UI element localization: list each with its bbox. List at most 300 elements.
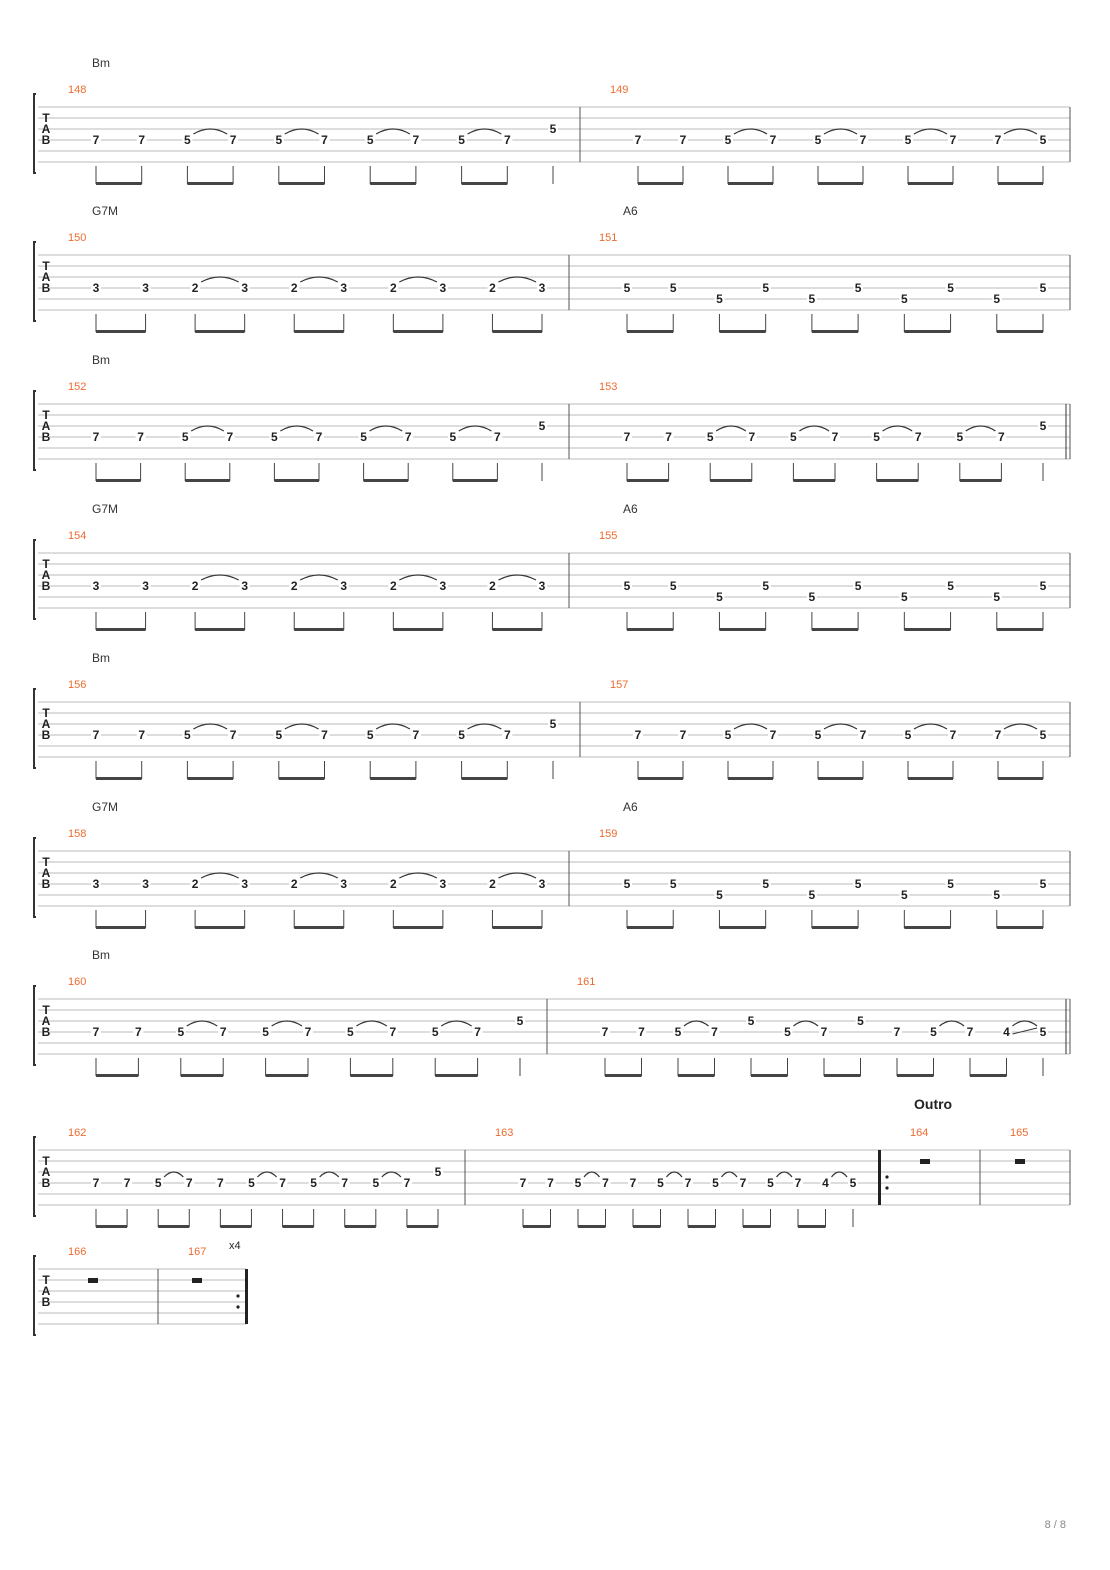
note-beam (283, 1225, 314, 1228)
system-bracket (34, 540, 36, 619)
chord-symbol: G7M (92, 800, 119, 814)
fret-number: 5 (549, 717, 557, 731)
system-bracket (34, 1137, 36, 1216)
fret-number: 7 (92, 728, 100, 742)
fret-number: 5 (904, 728, 912, 742)
tab-clef-letter: B (41, 1295, 51, 1309)
note-beam (370, 777, 416, 780)
tie-arc (399, 873, 437, 878)
fret-number: 3 (538, 579, 546, 593)
chord-symbol: A6 (623, 204, 638, 218)
fret-number: 7 (503, 728, 511, 742)
measure-number: 154 (68, 530, 87, 542)
repeat-dot (885, 1186, 888, 1189)
note-beam (688, 1225, 716, 1228)
tab-clef-letter: B (41, 728, 51, 742)
fret-number: 3 (241, 579, 249, 593)
note-beam (453, 479, 498, 482)
measure-number: 157 (610, 679, 629, 691)
measure-number: 153 (599, 381, 618, 393)
tie-arc (300, 277, 338, 282)
measure-number: 163 (495, 1127, 514, 1139)
tie-arc (716, 426, 746, 431)
note-beam (523, 1225, 551, 1228)
fret-number: 5 (747, 1014, 755, 1028)
tab-clef-letter: T (42, 1003, 50, 1017)
tie-arc (914, 724, 947, 729)
fret-number: 2 (290, 281, 298, 295)
tie-arc (734, 724, 767, 729)
note-beam (279, 777, 325, 780)
fret-number: 5 (849, 1176, 857, 1190)
note-beam (274, 479, 319, 482)
fret-number: 3 (439, 281, 447, 295)
tab-clef-letter: T (42, 1273, 50, 1287)
tie-arc (187, 1021, 217, 1026)
note-beam (970, 1074, 1007, 1077)
fret-number: 7 (137, 430, 144, 444)
fret-number: 7 (92, 1176, 100, 1190)
fret-number: 7 (304, 1025, 312, 1039)
note-beam (407, 1225, 438, 1228)
note-beam (812, 926, 858, 929)
fret-number: 7 (321, 133, 328, 147)
tie-arc (382, 1172, 401, 1177)
whole-rest (192, 1278, 202, 1283)
fret-number: 7 (711, 1025, 718, 1039)
fret-number: 4 (1003, 1025, 1010, 1039)
fret-number: 7 (92, 430, 100, 444)
note-beam (997, 628, 1043, 631)
fret-number: 7 (92, 133, 100, 147)
fret-number: 7 (820, 1025, 828, 1039)
tie-arc (777, 1172, 793, 1177)
fret-number: 5 (347, 1025, 354, 1039)
fret-number: 7 (503, 133, 511, 147)
fret-number: 5 (814, 133, 822, 147)
fret-number: 2 (191, 281, 199, 295)
fret-number: 7 (794, 1176, 802, 1190)
tie-arc (320, 1172, 339, 1177)
note-beam (462, 182, 508, 185)
note-beam (393, 330, 443, 333)
tab-clef-letter: A (41, 568, 51, 582)
tie-arc (201, 277, 239, 282)
fret-number: 5 (900, 888, 908, 902)
measure-number: 152 (68, 381, 87, 393)
fret-number: 3 (241, 877, 249, 891)
tie-arc (193, 724, 227, 729)
note-beam (812, 330, 858, 333)
fret-number: 7 (219, 1025, 227, 1039)
note-beam (96, 926, 146, 929)
tie-arc (280, 426, 313, 431)
tie-arc (684, 1021, 709, 1026)
fret-number: 5 (808, 292, 816, 306)
note-beam (364, 479, 409, 482)
fret-number: 5 (1039, 281, 1047, 295)
measure-number: 159 (599, 828, 618, 840)
fret-number: 5 (1039, 728, 1047, 742)
measure-number: 148 (68, 84, 87, 96)
repeat-dot (236, 1294, 239, 1297)
tie-arc (832, 1172, 848, 1177)
fret-number: 5 (854, 877, 862, 891)
system-bracket (34, 986, 36, 1065)
fret-number: 5 (449, 430, 457, 444)
note-beam (96, 182, 142, 185)
fret-number: 7 (474, 1025, 481, 1039)
note-beam (492, 330, 542, 333)
fret-number: 7 (217, 1176, 224, 1190)
note-beam (719, 330, 765, 333)
fret-number: 5 (360, 430, 367, 444)
fret-number: 5 (431, 1025, 439, 1039)
fret-number: 2 (191, 579, 199, 593)
fret-number: 5 (248, 1176, 255, 1190)
tie-arc (667, 1172, 683, 1177)
fret-number: 5 (674, 1025, 682, 1039)
tie-arc (257, 1172, 276, 1177)
fret-number: 5 (623, 579, 631, 593)
note-beam (678, 1074, 715, 1077)
note-beam (266, 1074, 308, 1077)
fret-number: 7 (634, 133, 642, 147)
fret-number: 7 (966, 1025, 974, 1039)
tab-clef-letter: B (41, 133, 51, 147)
fret-number: 7 (321, 728, 328, 742)
fret-number: 7 (389, 1025, 397, 1039)
fret-number: 2 (389, 877, 397, 891)
fret-number: 7 (998, 430, 1005, 444)
note-beam (350, 1074, 392, 1077)
fret-number: 5 (184, 728, 191, 742)
tab-clef-letter: A (41, 419, 51, 433)
fret-number: 5 (854, 579, 862, 593)
note-beam (627, 926, 673, 929)
fret-number: 7 (859, 133, 867, 147)
whole-rest (88, 1278, 98, 1283)
fret-number: 5 (271, 430, 278, 444)
fret-number: 5 (716, 888, 723, 902)
note-beam (904, 926, 950, 929)
fret-number: 3 (142, 579, 149, 593)
fret-number: 3 (241, 281, 249, 295)
note-beam (751, 1074, 788, 1077)
tab-clef-letter: T (42, 111, 50, 125)
fret-number: 5 (762, 579, 770, 593)
fret-number: 5 (657, 1176, 664, 1190)
chord-symbol: G7M (92, 204, 119, 218)
measure-number: 160 (68, 976, 87, 988)
note-beam (605, 1074, 642, 1077)
fret-number: 4 (822, 1176, 829, 1190)
fret-number: 7 (412, 728, 420, 742)
repeat-dot (236, 1305, 239, 1308)
note-beam (960, 479, 1002, 482)
whole-rest (1015, 1159, 1025, 1164)
tab-clef-letter: T (42, 259, 50, 273)
fret-number: 5 (275, 133, 283, 147)
fret-number: 7 (914, 430, 922, 444)
tie-arc (201, 575, 239, 580)
tie-arc (459, 426, 492, 431)
fret-number: 5 (458, 133, 465, 147)
tab-clef-letter: T (42, 1154, 50, 1168)
fret-number: 5 (808, 590, 816, 604)
note-beam (393, 628, 443, 631)
whole-rest (920, 1159, 930, 1164)
tie-arc (824, 724, 857, 729)
note-beam (728, 182, 773, 185)
fret-number: 5 (1039, 877, 1047, 891)
fret-number: 5 (181, 430, 189, 444)
measure-number: 156 (68, 679, 87, 691)
note-beam (908, 182, 953, 185)
note-beam (279, 182, 325, 185)
fret-number: 7 (341, 1176, 349, 1190)
measure-number: 166 (68, 1246, 87, 1258)
fret-number: 5 (724, 133, 732, 147)
note-beam (158, 1225, 189, 1228)
note-beam (195, 330, 245, 333)
fret-number: 2 (191, 877, 199, 891)
tab-clef-letter: B (41, 877, 51, 891)
note-beam (710, 479, 752, 482)
fret-number: 3 (340, 877, 348, 891)
note-beam (195, 926, 245, 929)
fret-number: 7 (601, 1025, 609, 1039)
note-beam (492, 628, 542, 631)
tie-arc (584, 1172, 600, 1177)
note-beam (793, 479, 835, 482)
fret-number: 5 (993, 292, 1001, 306)
chord-symbol: Bm (92, 651, 110, 665)
fret-number: 7 (634, 728, 642, 742)
fret-number: 3 (92, 877, 100, 891)
repeat-dot (885, 1175, 888, 1178)
measure-number: 167 (188, 1246, 207, 1258)
tie-arc (285, 724, 319, 729)
note-beam (96, 777, 142, 780)
tie-arc (824, 129, 857, 134)
fret-number: 7 (547, 1176, 554, 1190)
note-beam (719, 628, 765, 631)
note-beam (627, 330, 673, 333)
tie-arc (734, 129, 767, 134)
note-beam (435, 1074, 477, 1077)
tie-arc (799, 426, 829, 431)
fret-number: 3 (439, 579, 447, 593)
note-beam (818, 182, 863, 185)
fret-number: 5 (724, 728, 732, 742)
fret-number: 5 (262, 1025, 269, 1039)
fret-number: 7 (893, 1025, 901, 1039)
fret-number: 5 (854, 281, 862, 295)
measure-number: 164 (910, 1127, 929, 1139)
note-beam (462, 777, 508, 780)
fret-number: 2 (389, 281, 397, 295)
fret-number: 5 (669, 877, 677, 891)
fret-number: 3 (439, 877, 447, 891)
note-beam (997, 926, 1043, 929)
note-beam (294, 330, 344, 333)
fret-number: 7 (949, 728, 957, 742)
tie-arc (193, 129, 227, 134)
fret-number: 5 (900, 292, 908, 306)
repeat-count: x4 (229, 1240, 241, 1252)
fret-number: 5 (716, 590, 723, 604)
fret-number: 3 (538, 281, 546, 295)
fret-number: 5 (669, 579, 677, 593)
tie-arc (399, 277, 437, 282)
fret-number: 7 (403, 1176, 411, 1190)
note-beam (195, 628, 245, 631)
fret-number: 3 (142, 281, 149, 295)
note-beam (96, 1074, 138, 1077)
fret-number: 7 (949, 133, 957, 147)
fret-number: 7 (229, 133, 237, 147)
note-beam (187, 777, 233, 780)
note-beam (638, 182, 683, 185)
fret-number: 2 (489, 281, 496, 295)
fret-number: 5 (947, 579, 954, 593)
tie-arc (285, 129, 319, 134)
fret-number: 7 (138, 728, 146, 742)
system-bracket (34, 1256, 36, 1335)
note-beam (627, 628, 673, 631)
tie-arc (794, 1021, 819, 1026)
tab-clef-letter: T (42, 706, 50, 720)
note-beam (719, 926, 765, 929)
note-beam (897, 1074, 934, 1077)
fret-number: 5 (184, 133, 191, 147)
fret-number: 3 (92, 579, 100, 593)
fret-number: 5 (623, 281, 631, 295)
fret-number: 7 (859, 728, 867, 742)
fret-number: 5 (275, 728, 283, 742)
chord-symbol: Bm (92, 56, 110, 70)
tab-clef-letter: B (41, 430, 51, 444)
fret-number: 5 (790, 430, 797, 444)
fret-number: 7 (679, 728, 687, 742)
note-beam (181, 1074, 223, 1077)
fret-number: 7 (769, 728, 777, 742)
tab-clef-letter: B (41, 1025, 51, 1039)
tie-arc (1013, 1021, 1038, 1026)
chord-symbol: A6 (623, 502, 638, 516)
fret-number: 5 (956, 430, 964, 444)
note-beam (908, 777, 953, 780)
measure-number: 162 (68, 1127, 87, 1139)
fret-number: 5 (762, 281, 770, 295)
note-beam (904, 330, 950, 333)
fret-number: 5 (947, 281, 954, 295)
fret-number: 5 (712, 1176, 719, 1190)
fret-number: 5 (669, 281, 677, 295)
tie-arc (468, 724, 502, 729)
measure-number: 150 (68, 232, 87, 244)
fret-number: 7 (315, 430, 323, 444)
fret-number: 7 (494, 430, 501, 444)
tie-arc (356, 1021, 386, 1026)
note-beam (812, 628, 858, 631)
chord-symbol: A6 (623, 800, 638, 814)
note-beam (187, 182, 233, 185)
fret-number: 5 (549, 122, 557, 136)
fret-number: 7 (831, 430, 839, 444)
tie-arc (300, 575, 338, 580)
fret-number: 3 (142, 877, 149, 891)
fret-number: 5 (574, 1176, 582, 1190)
fret-number: 7 (623, 430, 631, 444)
fret-number: 5 (366, 728, 374, 742)
tab-clef-letter: A (41, 1165, 51, 1179)
tie-arc (498, 277, 536, 282)
fret-number: 5 (993, 888, 1001, 902)
tab-clef-letter: B (41, 1176, 51, 1190)
fret-number: 7 (684, 1176, 692, 1190)
fret-number: 5 (900, 590, 908, 604)
chord-symbol: Bm (92, 353, 110, 367)
fret-number: 7 (185, 1176, 193, 1190)
tie-arc (376, 724, 410, 729)
fret-number: 5 (784, 1025, 791, 1039)
note-beam (370, 182, 416, 185)
fret-number: 7 (602, 1176, 609, 1190)
fret-number: 5 (1039, 1025, 1047, 1039)
note-beam (627, 479, 669, 482)
tie-arc (399, 575, 437, 580)
fret-number: 7 (412, 133, 420, 147)
fret-number: 2 (290, 579, 298, 593)
note-beam (633, 1225, 661, 1228)
tab-clef-letter: A (41, 1284, 51, 1298)
tie-arc (722, 1172, 738, 1177)
fret-number: 7 (279, 1176, 286, 1190)
fret-number: 3 (538, 877, 546, 891)
section-label-outro: Outro (914, 1096, 953, 1112)
note-beam (798, 1225, 826, 1228)
fret-number: 5 (1039, 579, 1047, 593)
measure-number: 149 (610, 84, 629, 96)
fret-number: 7 (92, 1025, 100, 1039)
fret-number: 7 (226, 430, 234, 444)
note-beam (824, 1074, 861, 1077)
tie-arc (1004, 724, 1037, 729)
note-beam (294, 926, 344, 929)
fret-number: 5 (706, 430, 714, 444)
tie-arc (966, 426, 996, 431)
tie-arc (940, 1021, 965, 1026)
fret-number: 7 (679, 133, 687, 147)
fret-number: 7 (769, 133, 777, 147)
fret-number: 5 (434, 1165, 442, 1179)
tie-arc (300, 873, 338, 878)
system-bracket (34, 94, 36, 173)
fret-number: 5 (762, 877, 770, 891)
tab-clef-letter: A (41, 717, 51, 731)
system-bracket (34, 391, 36, 470)
note-beam (877, 479, 919, 482)
note-beam (998, 777, 1043, 780)
tab-clef-letter: T (42, 855, 50, 869)
fret-number: 5 (1039, 419, 1047, 433)
fret-number: 5 (873, 430, 880, 444)
fret-number: 7 (629, 1176, 637, 1190)
tie-arc (1004, 129, 1037, 134)
fret-number: 7 (739, 1176, 747, 1190)
